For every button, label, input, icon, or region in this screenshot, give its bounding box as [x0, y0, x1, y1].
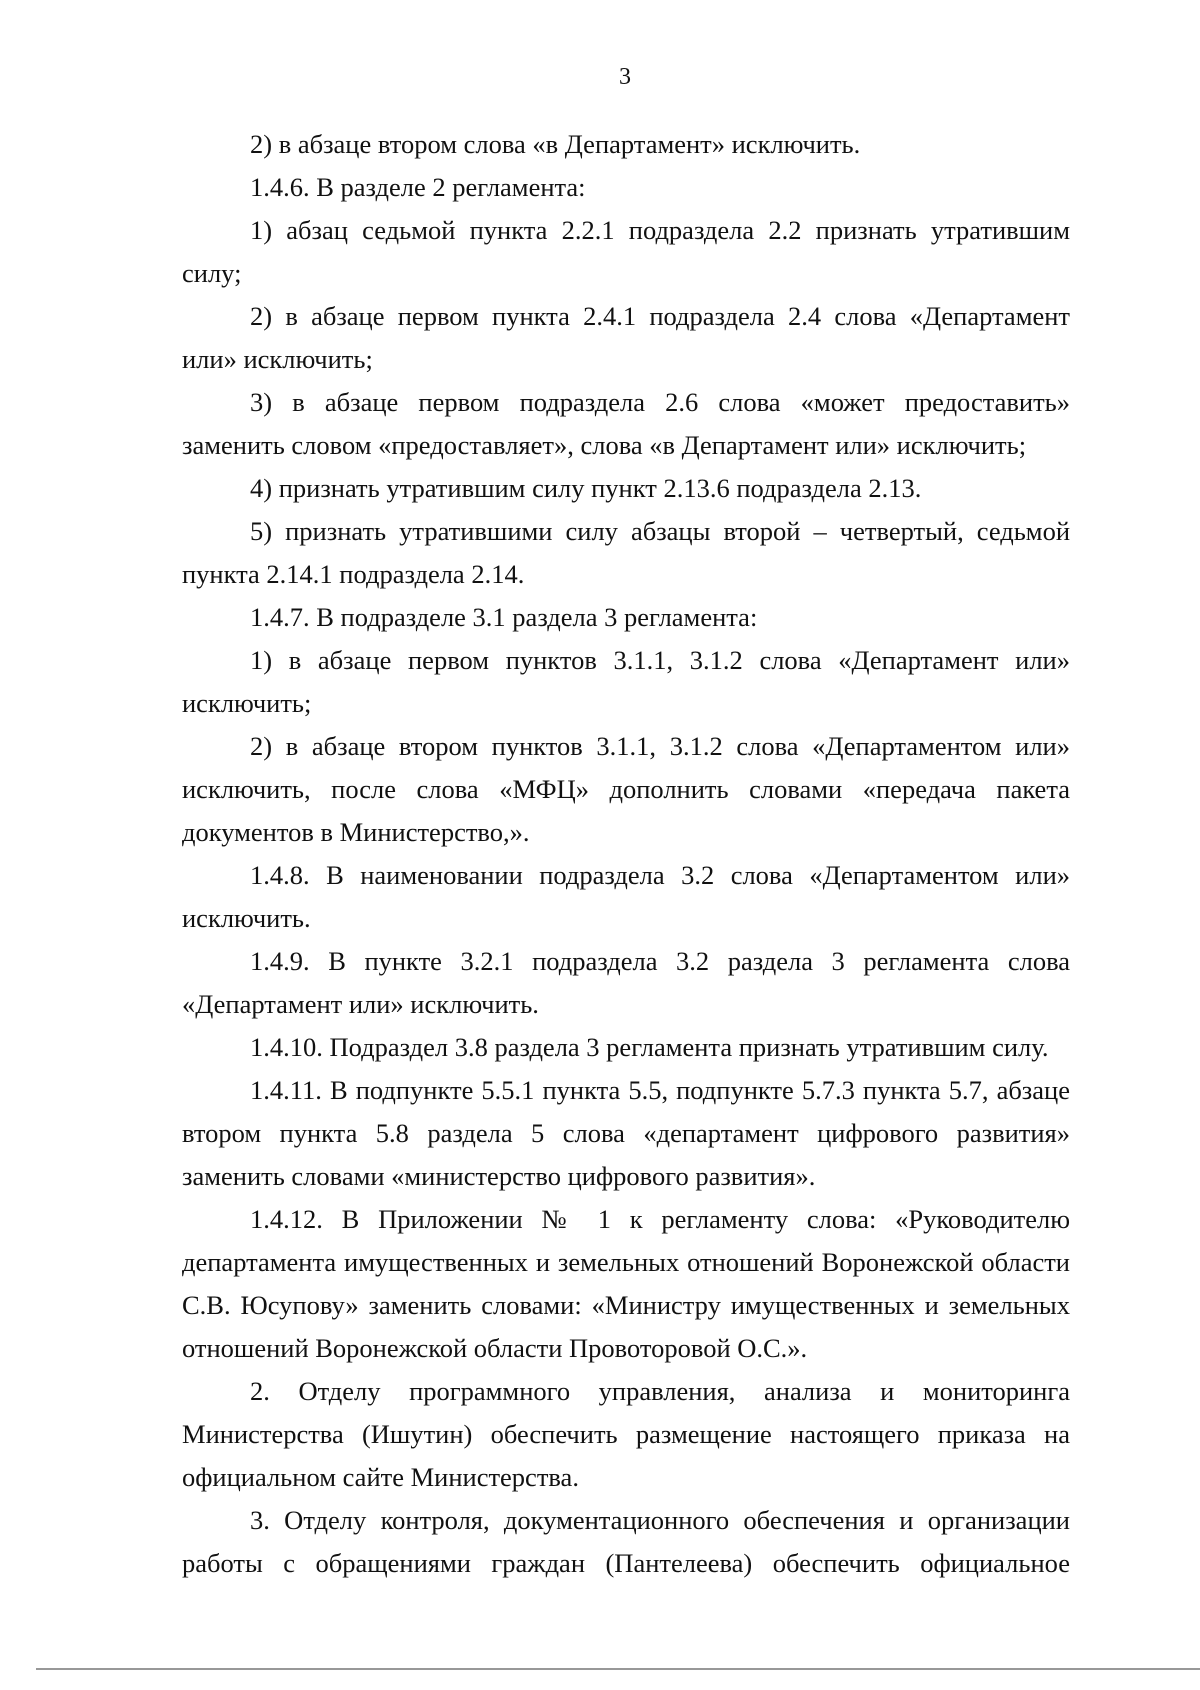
document-body — [182, 123, 1070, 1585]
paragraph: 1.4.12. В Приложении № 1 к регламенту слова: «Руководителю департамента имущественных и земельных отношений Воронежской области С.В. Юсупову» заменить словами: «Министру имущественных и земельных отношений Воронежской области Провоторовой О.С.». — [182, 1204, 1070, 1363]
paragraph: 5) признать утратившими силу абзацы второй – четвертый, седьмой пункта 2.14.1 подраздела 2.14. — [182, 516, 1070, 589]
paragraph-continued: 3. Отделу контроля, документационного обеспечения и организации работы с обращениями граждан (Пантелеева) обеспечить официальное — [182, 1505, 1070, 1578]
paragraph: 3) в абзаце первом подраздела 2.6 слова «может предоставить» заменить словом «предоставляет», слова «в Департамент или» исключить; — [182, 387, 1070, 460]
paragraph: 1.4.7. В подразделе 3.1 раздела 3 регламента: — [250, 602, 758, 632]
paragraph: 2) в абзаце первом пункта 2.4.1 подраздела 2.4 слова «Департамент или» исключить; — [182, 301, 1070, 374]
paragraph: 1) в абзаце первом пунктов 3.1.1, 3.1.2 слова «Департамент или» исключить; — [182, 645, 1070, 718]
paragraph: 2. Отделу программного управления, анализа и мониторинга Министерства (Ишутин) обеспечить размещение настоящего приказа на официальном сайте Министерства. — [182, 1376, 1070, 1492]
paragraph: 4) признать утратившим силу пункт 2.13.6 подраздела 2.13. — [250, 473, 922, 503]
paragraph: 2) в абзаце втором слова «в Департамент» исключить. — [250, 129, 861, 159]
page-number: 3 — [619, 64, 631, 90]
paragraph: 1.4.9. В пункте 3.2.1 подраздела 3.2 раздела 3 регламента слова «Департамент или» исключить. — [182, 946, 1070, 1019]
paragraph: 1.4.8. В наименовании подраздела 3.2 слова «Департаментом или» исключить. — [182, 860, 1070, 933]
paragraph: 1) абзац седьмой пункта 2.2.1 подраздела 2.2 признать утратившим силу; — [182, 215, 1070, 288]
paragraph: 1.4.6. В разделе 2 регламента: — [250, 172, 586, 202]
page-edge-line — [36, 1668, 1200, 1670]
paragraph: 1.4.11. В подпункте 5.5.1 пункта 5.5, подпункте 5.7.3 пункта 5.7, абзаце втором пункта 5.8 раздела 5 слова «департамент цифрового развития» заменить словами «министерство цифрового развития». — [182, 1075, 1070, 1191]
paragraph: 1.4.10. Подраздел 3.8 раздела 3 регламента признать утратившим силу. — [250, 1032, 1049, 1062]
paragraph: 2) в абзаце втором пунктов 3.1.1, 3.1.2 слова «Департаментом или» исключить, после слова «МФЦ» дополнить словами «передача пакета документов в Министерство,». — [182, 731, 1070, 847]
